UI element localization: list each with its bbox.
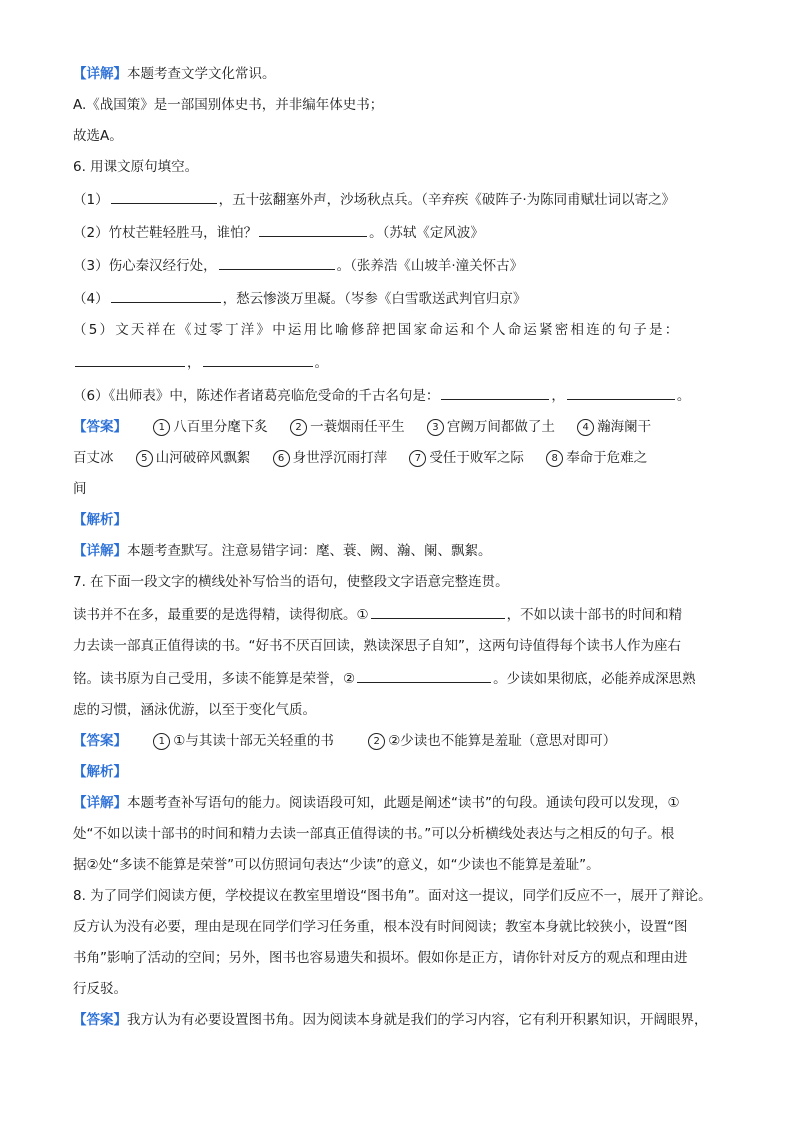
analysis-tag: 【解析】 (73, 764, 127, 780)
answer-item-4: 4 瀚海阑干 (577, 417, 651, 437)
answer-item-8: 8 奉命于危难之 (546, 448, 647, 468)
answer-item-2: 2 一蓑烟雨任平生 (290, 417, 405, 437)
q8-answer: 【答案】我方认为有必要设置图书角。因为阅读本身就是我们的学习内容，它有利开积累知识，开阔眼界， (73, 1012, 708, 1028)
detail-tag: 【详解】 (73, 66, 127, 82)
answer-blank[interactable] (259, 221, 367, 237)
answer-tag: 【答案】 (73, 419, 127, 435)
q6-item-5: （5）文天祥在《过零丁洋》中运用比喻修辞把国家命运和个人命运紧密相连的句子是： (73, 322, 681, 338)
q7-detail-line-2: 处“不如以读十部书的时间和精力去读一部真正值得读的书。”可以分析横线处表达与之相反的句子。根 (73, 826, 675, 842)
answer-blank[interactable] (371, 603, 505, 619)
q7-para-line-1: 读书并不在多，最重要的是选得精，读得彻底。① ，不如以读十部书的时间和精 (73, 603, 733, 625)
q7-para-line-3: 铭。读书原为自己受用，多读不能算是荣誉，② 。少读如果彻底，必能养成深思熟 (73, 667, 733, 689)
q6-answer-row-3: 间 (73, 481, 87, 497)
answer-item-3: 3 宫阙万间都做了土 (427, 417, 555, 437)
q6-detail: 【详解】本题考查默写。注意易错字词：麾、蓑、阙、瀚、阑、飘絮。 (73, 543, 492, 559)
answer-item-1: 1 ①与其读十部无关轻重的书 (153, 731, 334, 751)
q5-explain: A.《战国策》是一部国别体史书，并非编年体史书； (73, 97, 384, 113)
q5-detail: 【详解】本题考查文学文化常识。 (73, 66, 276, 82)
q6-item-5-blanks: ， 。 (73, 351, 733, 373)
q6-answer-row-1 (73, 417, 733, 437)
q6-item-1: （1） ，五十弦翻塞外声，沙场秋点兵。（辛弃疾《破阵子·为陈同甫赋壮词以寄之》 (73, 188, 733, 210)
q8-stem-line-3: 书角”影响了活动的空间；另外，图书也容易遗失和损坏。假如你是正方，请你针对反方的观点和理由进 (73, 950, 688, 966)
q6-stem: 6. 用课文原句填空。 (73, 159, 199, 175)
answer-tag: 【答案】 (73, 733, 127, 749)
q6-answer-row-2 (73, 448, 733, 468)
q7-para-line-4: 虑的习惯，涵泳优游，以至于变化气质。 (73, 702, 316, 718)
q7-answer-row (73, 731, 733, 751)
q6-item-4: （4） ，愁云惨淡万里凝。（岑参《白雪歌送武判官归京》 (73, 287, 733, 309)
q8-stem-line-1: 8. 为了同学们阅读方便，学校提议在教室里增设“图书角”。面对这一提议，同学们反应不一，展开了辩论。 (73, 888, 712, 904)
q6-item-6: （6）《出师表》中，陈述作者诸葛亮临危受命的千古名句是： ， 。 (73, 384, 733, 406)
answer-item-4-cont: 百丈冰 (73, 450, 114, 466)
detail-tag: 【详解】 (73, 543, 127, 559)
q6-item-2: （2）竹杖芒鞋轻胜马，谁怕？ 。（苏轼《定风波》 (73, 221, 733, 243)
analysis-tag: 【解析】 (73, 512, 127, 528)
q7-analysis (73, 762, 733, 782)
answer-blank[interactable] (567, 384, 675, 400)
answer-item-2: 2 ②少读也不能算是羞耻（意思对即可） (368, 731, 616, 751)
answer-tag: 【答案】 (73, 1012, 127, 1028)
q6-item-3: （3）伤心秦汉经行处， 。（张养浩《山坡羊·潼关怀古》 (73, 254, 733, 276)
q6-analysis (73, 510, 733, 530)
answer-blank[interactable] (441, 384, 549, 400)
answer-item-7: 7 受任于败军之际 (409, 448, 524, 468)
answer-blank[interactable] (357, 667, 491, 683)
document-page (73, 64, 733, 1041)
answer-blank[interactable] (219, 254, 335, 270)
answer-blank[interactable] (203, 351, 313, 367)
q7-detail-line-3: 据②处“多读不能算是荣誉”可以仿照词句表达“少读”的意义，如“少读也不能算是羞耻”。 (73, 857, 600, 873)
q8-stem-line-2: 反方认为没有必要，理由是现在同学们学习任务重，根本没有时间阅读；教室本身就比较狭小，设置“图 (73, 919, 688, 935)
q7-detail-line-1: 【详解】本题考查补写语句的能力。阅读语段可知，此题是阐述“读书”的句段。通读句段可以发现，① (73, 795, 680, 811)
answer-item-1: 1 八百里分麾下炙 (153, 417, 268, 437)
answer-blank[interactable] (111, 188, 217, 204)
q8-stem-line-4: 行反驳。 (73, 981, 127, 997)
answer-item-6: 6 身世浮沉雨打萍 (273, 448, 388, 468)
answer-blank[interactable] (111, 287, 221, 303)
answer-item-5: 5 山河破碎风飘絮 (136, 448, 251, 468)
answer-blank[interactable] (75, 351, 185, 367)
detail-tag: 【详解】 (73, 795, 127, 811)
q7-stem: 7. 在下面一段文字的横线处补写恰当的语句，使整段文字语意完整连贯。 (73, 574, 509, 590)
q7-para-line-2: 力去读一部真正值得读的书。“好书不厌百回读，熟读深思子自知”，这两句诗值得每个读书人作为座右 (73, 638, 681, 654)
q5-conclusion: 故选A。 (73, 128, 123, 144)
